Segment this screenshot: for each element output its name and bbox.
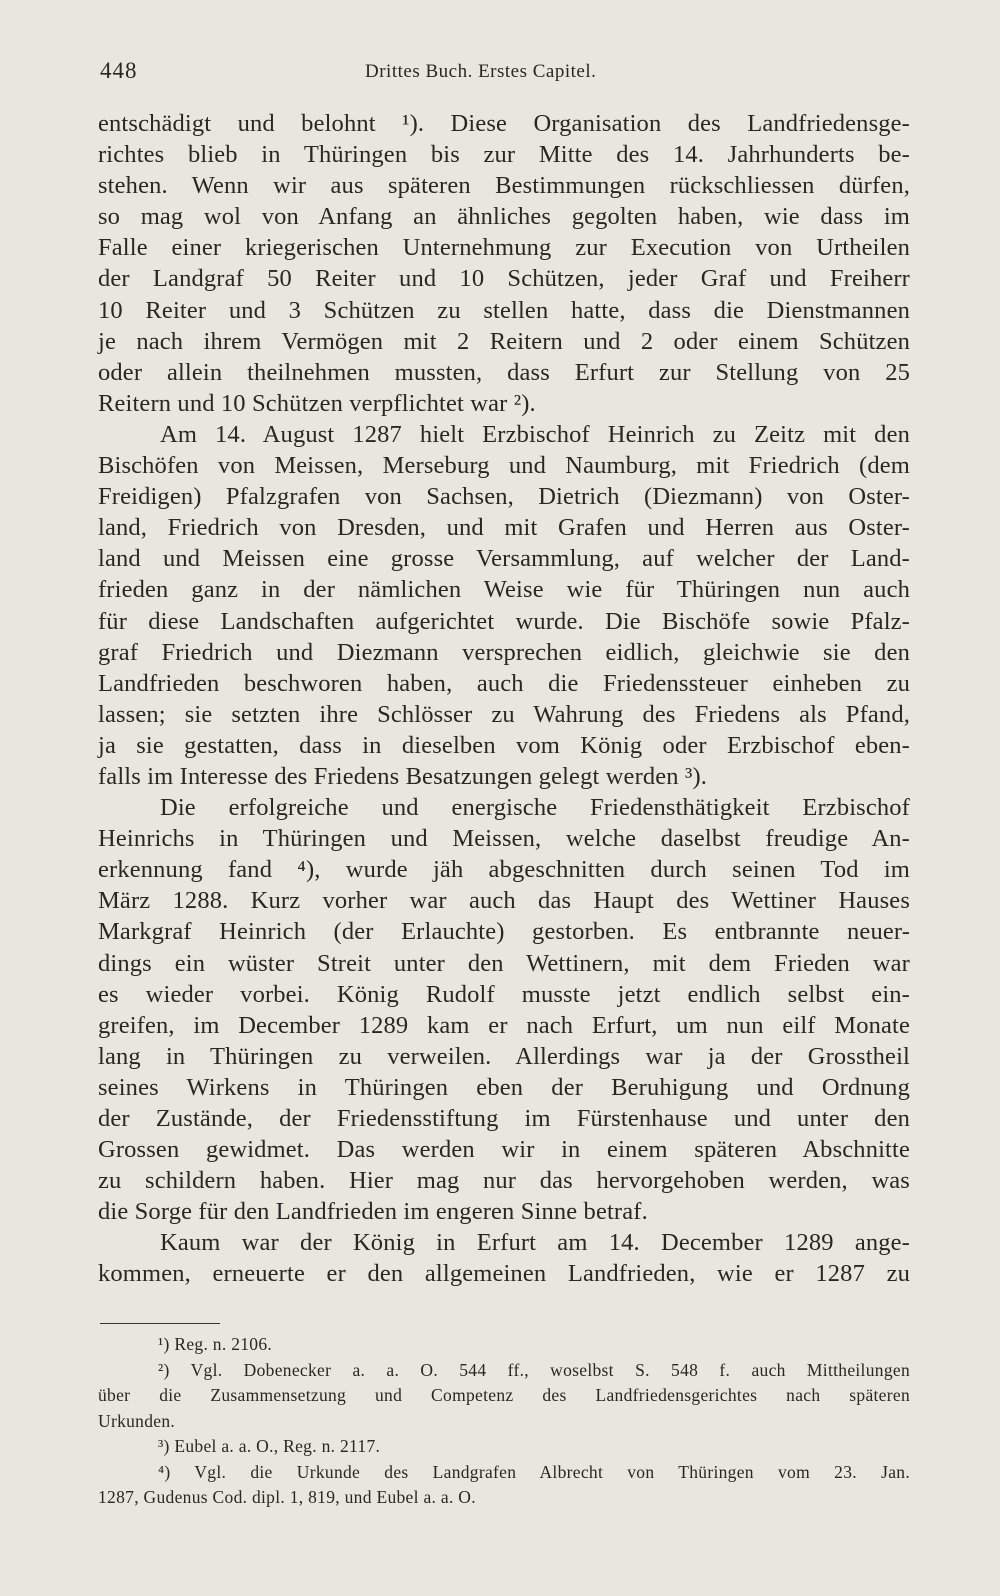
text-line: Die erfolgreiche und energische Friedensthätigkeit Erzbischof — [160, 794, 910, 822]
footnote-line: ²) Vgl. Dobenecker a. a. O. 544 ff., woselbst S. 548 f. auch Mittheilungen — [158, 1359, 910, 1380]
text-line: falls im Interesse des Friedens Besatzungen gelegt werden ³). — [98, 762, 708, 790]
text-line: frieden ganz in der nämlichen Weise wie für Thüringen nun auch — [98, 576, 910, 604]
footnote-line: 1287, Gudenus Cod. dipl. 1, 819, und Eubel a. a. O. — [98, 1487, 476, 1507]
text-line: dings ein wüster Streit unter den Wettinern, mit dem Frieden war — [98, 949, 910, 977]
footnotes — [98, 1332, 910, 1511]
text-line: Freidigen) Pfalzgrafen von Sachsen, Dietrich (Diezmann) von Oster- — [98, 483, 910, 511]
text-line: erkennung fand ⁴), wurde jäh abgeschnitten durch seinen Tod im — [98, 856, 910, 884]
page-number: 448 — [100, 58, 138, 83]
text-line: land und Meissen eine grosse Versammlung, auf welcher der Land- — [98, 545, 910, 573]
footnote-line: Urkunden. — [98, 1410, 176, 1431]
text-line: so mag wol von Anfang an ähnliches gegolten haben, wie dass im — [98, 203, 910, 231]
text-line: kommen, erneuerte er den allgemeinen Landfrieden, wie er 1287 zu — [98, 1260, 910, 1288]
text-line: zu schildern haben. Hier mag nur das hervorgehoben werden, was — [98, 1167, 910, 1195]
page-header — [100, 58, 910, 88]
footnote-line: ³) Eubel a. a. O., Reg. n. 2117. — [158, 1436, 381, 1456]
text-line: Kaum war der König in Erfurt am 14. December 1289 ange- — [160, 1229, 910, 1257]
text-line: seines Wirkens in Thüringen eben der Beruhigung und Ordnung — [98, 1073, 910, 1101]
text-line: Reitern und 10 Schützen verpflichtet war ²). — [98, 389, 536, 417]
text-line: die Sorge für den Landfrieden im engeren Sinne betraf. — [98, 1198, 648, 1226]
body-text — [98, 108, 910, 1290]
text-line: Heinrichs in Thüringen und Meissen, welche daselbst freudige An- — [98, 825, 910, 853]
text-line: der Landgraf 50 Reiter und 10 Schützen, jeder Graf und Freiherr — [98, 265, 910, 293]
text-line: März 1288. Kurz vorher war auch das Haupt des Wettiner Hauses — [98, 887, 910, 915]
text-line: Bischöfen von Meissen, Merseburg und Naumburg, mit Friedrich (dem — [98, 452, 910, 480]
text-line: ja sie gestatten, dass in dieselben vom König oder Erzbischof eben- — [98, 731, 910, 759]
text-line: je nach ihrem Vermögen mit 2 Reitern und 2 oder einem Schützen — [98, 327, 910, 355]
text-line: greifen, im December 1289 kam er nach Erfurt, um nun eilf Monate — [98, 1011, 910, 1039]
text-line: lassen; sie setzten ihre Schlösser zu Wahrung des Friedens als Pfand, — [98, 700, 910, 728]
footnote-line: ⁴) Vgl. die Urkunde des Landgrafen Albrecht von Thüringen vom 23. Jan. — [158, 1461, 910, 1482]
text-line: Markgraf Heinrich (der Erlauchte) gestorben. Es entbrannte neuer- — [98, 918, 910, 946]
text-line: 10 Reiter und 3 Schützen zu stellen hatte, dass die Dienstmannen — [98, 296, 910, 324]
text-line: entschädigt und belohnt ¹). Diese Organisation des Landfriedensge- — [98, 110, 910, 137]
text-line: oder allein theilnehmen mussten, dass Erfurt zur Stellung von 25 — [98, 358, 910, 386]
text-line: richtes blieb in Thüringen bis zur Mitte des 14. Jahrhunderts be- — [98, 141, 910, 169]
text-line: Am 14. August 1287 hielt Erzbischof Heinrich zu Zeitz mit den — [160, 420, 910, 448]
text-line: der Zustände, der Friedensstiftung im Fürstenhause und unter den — [98, 1105, 910, 1132]
text-line: Grossen gewidmet. Das werden wir in einem späteren Abschnitte — [98, 1136, 910, 1164]
text-line: für diese Landschaften aufgerichtet wurde. Die Bischöfe sowie Pfalz- — [98, 607, 910, 635]
running-head: Drittes Buch. Erstes Capitel. — [365, 61, 597, 82]
text-line: es wieder vorbei. König Rudolf musste jetzt endlich selbst ein- — [98, 980, 910, 1008]
text-line: lang in Thüringen zu verweilen. Allerdings war ja der Grosstheil — [98, 1042, 910, 1070]
footnote-divider — [100, 1323, 220, 1324]
footnote-line: über die Zusammensetzung und Competenz des Landfriedensgerichtes nach späteren — [98, 1385, 910, 1405]
text-line: graf Friedrich und Diezmann versprechen eidlich, gleichwie sie den — [98, 638, 910, 666]
text-line: stehen. Wenn wir aus späteren Bestimmungen rückschliessen dürfen, — [98, 172, 910, 200]
text-line: Falle einer kriegerischen Unternehmung zur Execution von Urtheilen — [98, 234, 910, 262]
text-line: Landfrieden beschworen haben, auch die Friedenssteuer einheben zu — [98, 669, 910, 697]
text-line: land, Friedrich von Dresden, und mit Grafen und Herren aus Oster- — [98, 514, 910, 542]
footnote-line: ¹) Reg. n. 2106. — [158, 1334, 273, 1354]
